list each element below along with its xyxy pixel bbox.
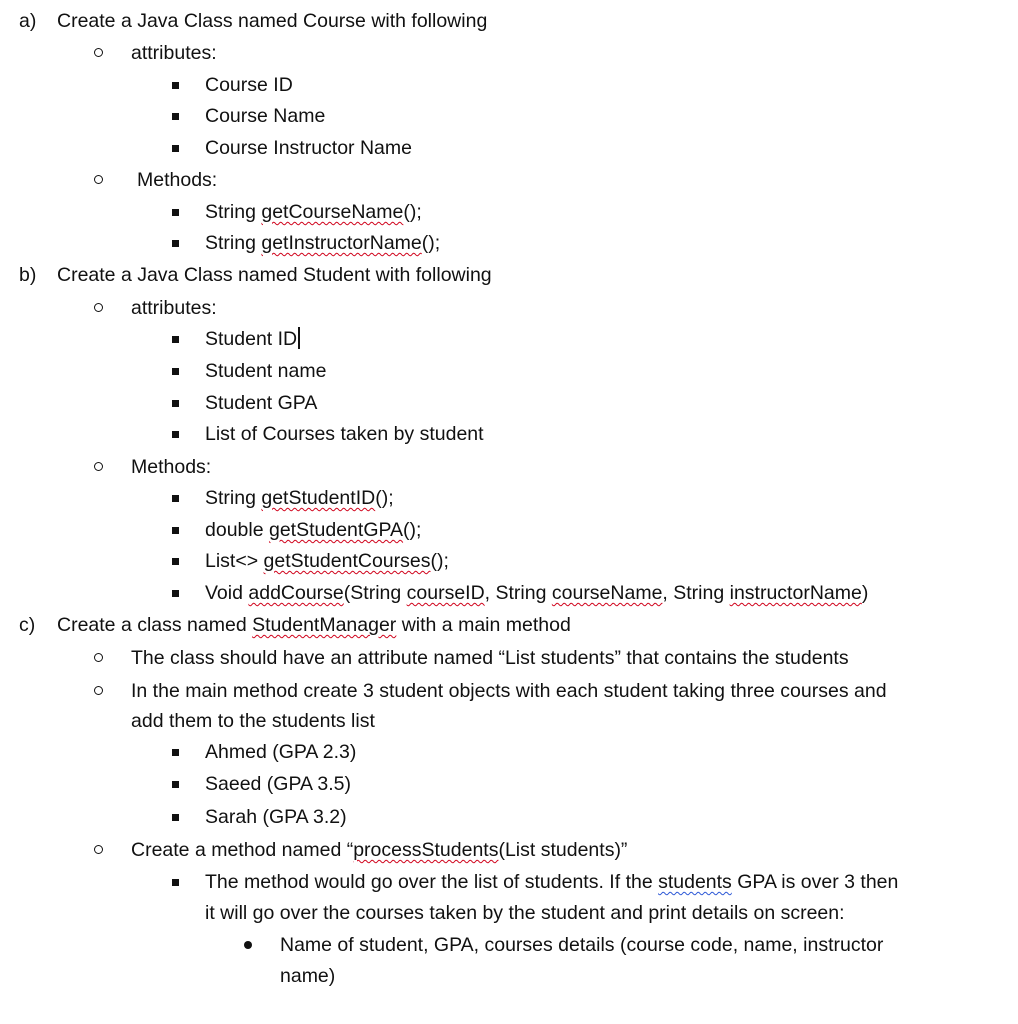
list-item: Student name (205, 360, 327, 382)
section-c-item-3: Create a method named “processStudents(List students)” (131, 839, 628, 861)
section-a-heading: Create a Java Class named Course with following (57, 10, 488, 32)
method-item: String getInstructorName(); (205, 232, 441, 254)
section-b-methods-label: Methods: (131, 456, 212, 478)
section-c-item-1: The class should have an attribute named “List students” that contains the students (131, 647, 849, 669)
square-bullet-icon (172, 336, 179, 343)
square-bullet-icon (172, 145, 179, 152)
spellcheck-flagged-word: getStudentGPA (268, 519, 404, 541)
hollow-bullet-icon (94, 303, 103, 312)
section-b-heading: Create a Java Class named Student with following (57, 264, 492, 286)
square-bullet-icon (172, 209, 179, 216)
list-item: Course Instructor Name (205, 137, 412, 159)
spellcheck-flagged-word: getStudentID (261, 487, 376, 509)
hollow-bullet-icon (94, 48, 103, 57)
text-cursor (298, 327, 300, 349)
square-bullet-icon (172, 431, 179, 438)
list-item: List of Courses taken by student (205, 423, 484, 445)
square-bullet-icon (172, 113, 179, 120)
list-item: Student GPA (205, 392, 318, 414)
spellcheck-flagged-word: courseID (406, 582, 485, 604)
list-item: Sarah (GPA 3.2) (205, 806, 347, 828)
list-item: Ahmed (GPA 2.3) (205, 741, 357, 763)
section-a-attributes-label: attributes: (131, 42, 217, 64)
round-bullet-icon (244, 941, 252, 949)
section-c-item-2-line-1: In the main method create 3 student objects with each student taking three courses and (131, 680, 887, 702)
detail-line-2: name) (280, 965, 336, 987)
section-a-label: a) (19, 10, 37, 32)
section-b-attributes-label: attributes: (131, 297, 217, 319)
square-bullet-icon (172, 495, 179, 502)
spellcheck-flagged-word: getInstructorName (261, 232, 422, 254)
grammar-flagged-word: students (658, 871, 732, 893)
square-bullet-icon (172, 879, 179, 886)
section-c-item-2-line-2: add them to the students list (131, 710, 375, 732)
hollow-bullet-icon (94, 686, 103, 695)
section-c-sub-line-1: The method would go over the list of students. If the students GPA is over 3 then (205, 871, 899, 893)
square-bullet-icon (172, 814, 179, 821)
square-bullet-icon (172, 400, 179, 407)
hollow-bullet-icon (94, 845, 103, 854)
square-bullet-icon (172, 749, 179, 756)
square-bullet-icon (172, 82, 179, 89)
spellcheck-flagged-word: StudentManager (252, 614, 397, 636)
square-bullet-icon (172, 527, 179, 534)
hollow-bullet-icon (94, 653, 103, 662)
square-bullet-icon (172, 240, 179, 247)
list-item: Saeed (GPA 3.5) (205, 773, 351, 795)
section-a-methods-label: Methods: (137, 169, 218, 191)
detail-line-1: Name of student, GPA, courses details (course code, name, instructor (280, 934, 884, 956)
section-b-label: b) (19, 264, 37, 286)
list-item: Student ID (205, 327, 300, 351)
spellcheck-flagged-word: instructorName (729, 582, 862, 604)
hollow-bullet-icon (94, 462, 103, 471)
method-item: String getStudentID(); (205, 487, 394, 509)
spellcheck-flagged-word: getCourseName (261, 201, 404, 223)
square-bullet-icon (172, 558, 179, 565)
section-c-heading: Create a class named StudentManager with a main method (57, 614, 571, 636)
square-bullet-icon (172, 368, 179, 375)
section-c-label: c) (19, 614, 36, 636)
spellcheck-flagged-word: getStudentCourses (263, 550, 431, 572)
list-item: Course ID (205, 74, 293, 96)
method-item: double getStudentGPA(); (205, 519, 422, 541)
square-bullet-icon (172, 590, 179, 597)
square-bullet-icon (172, 781, 179, 788)
section-c-sub-line-2: it will go over the courses taken by the student and print details on screen: (205, 902, 845, 924)
method-item: Void addCourse(String courseID, String courseName, String instructorName) (205, 582, 869, 604)
hollow-bullet-icon (94, 175, 103, 184)
spellcheck-flagged-word: addCourse (248, 582, 344, 604)
spellcheck-flagged-word: courseName (551, 582, 663, 604)
method-item: String getCourseName(); (205, 201, 422, 223)
spellcheck-flagged-word: processStudents (353, 839, 499, 861)
list-item: Course Name (205, 105, 326, 127)
method-item: List<> getStudentCourses(); (205, 550, 449, 572)
